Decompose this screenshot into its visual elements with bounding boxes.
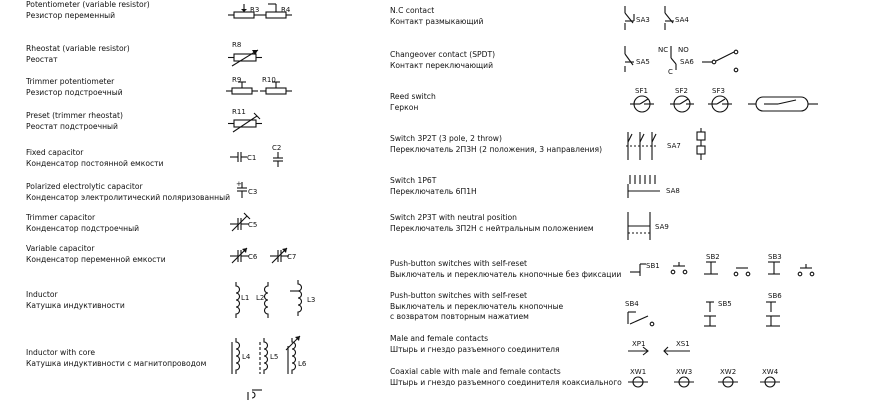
ref-c5: C5 (248, 221, 258, 229)
ref-sa7: SA7 (667, 142, 681, 150)
ref-sb2: SB2 (706, 253, 720, 261)
label-en: Potentiometer (variable resistor) (26, 0, 150, 9)
label-ru: Переключатель 6П1Н (390, 186, 477, 196)
ref-sa5: SA5 (636, 58, 650, 66)
ref-sa3: SA3 (636, 16, 650, 24)
label-ru-2: с возвратом повторным нажатием (390, 312, 529, 321)
label-en: Switch 2P3T with neutral position (390, 213, 517, 222)
ref-sa4: SA4 (675, 16, 689, 24)
inductor-symbol (236, 280, 315, 318)
label-ru: Штырь и гнездо разъемного соединителя (390, 344, 560, 354)
ref-sa9: SA9 (655, 223, 669, 231)
nc-contact-symbol (625, 6, 689, 30)
ref-c3: C3 (248, 188, 258, 196)
label-en: Switch 3P2T (3 pole, 2 throw) (390, 134, 502, 143)
label-en: Push-button switches with self-reset (390, 259, 528, 268)
ref-c1: C1 (247, 154, 257, 162)
label-en: Rheostat (variable resistor) (26, 44, 130, 53)
label-en: Male and female contacts (390, 334, 489, 343)
label-ru: Катушка индуктивности с магнитопроводом (26, 358, 207, 368)
label-en: Push-button switches with self-reset (390, 291, 528, 300)
label-ru: Катушка индуктивности (26, 300, 125, 310)
ref-sa6: SA6 (680, 58, 694, 66)
ref-xs1: XS1 (676, 340, 690, 348)
ref-r3: R3 (250, 6, 260, 14)
ref-l4: L4 (242, 353, 251, 361)
trimmer-capacitor-symbol (230, 213, 257, 231)
ref-sb6: SB6 (768, 292, 782, 300)
ref-r8: R8 (232, 41, 242, 49)
ref-sb1: SB1 (646, 262, 660, 270)
plus-mark: + (236, 180, 242, 188)
ref-l6: L6 (298, 360, 307, 368)
label-en: N.C contact (390, 6, 435, 15)
reed-switch-symbol (630, 87, 818, 112)
trimmer-potentiometer-symbol (226, 76, 292, 94)
label-en: Changeover contact (SPDT) (390, 50, 496, 59)
ref-sf3: SF3 (712, 87, 725, 95)
potentiometer-symbol (228, 4, 292, 18)
label-ru: Реостат (26, 54, 58, 64)
ref-r9: R9 (232, 76, 242, 84)
ref-sb4: SB4 (625, 300, 639, 308)
label-ru: Реостат подстроечный (26, 121, 118, 131)
label-en: Inductor (26, 290, 58, 299)
ref-l5: L5 (270, 353, 279, 361)
partial-symbol-bottom (248, 390, 262, 400)
label-en: Coaxial cable with male and female contacts (390, 367, 561, 376)
switch-2p3t-symbol (628, 212, 669, 240)
label-en: Trimmer potentiometer (26, 77, 115, 86)
label-ru: Конденсатор переменной емкости (26, 254, 166, 264)
ref-r4: R4 (281, 6, 291, 14)
ref-l2: L2 (256, 294, 265, 302)
ref-xw4: XW4 (762, 368, 779, 376)
ref-c: C (668, 68, 673, 76)
switch-1p6t-symbol (628, 175, 680, 198)
polarized-capacitor-symbol (236, 180, 257, 198)
variable-capacitor-symbol (230, 248, 296, 263)
pushbutton-self-reset-symbol (630, 253, 814, 276)
ref-l1: L1 (241, 294, 250, 302)
label-ru: Конденсатор подстроечный (26, 223, 140, 233)
label-en: Variable capacitor (26, 244, 95, 253)
inductor-core-symbol (232, 336, 307, 374)
label-en: Inductor with core (26, 348, 95, 357)
ref-c7: C7 (287, 253, 297, 261)
preset-rheostat-symbol (228, 108, 262, 132)
coaxial-connector-symbol (628, 368, 780, 387)
ref-r11: R11 (232, 108, 246, 116)
ref-r10: R10 (262, 76, 276, 84)
label-ru: Контакт размыкающий (390, 16, 484, 26)
switch-3p2t-symbol (626, 128, 705, 160)
label-en: Trimmer capacitor (26, 213, 96, 222)
changeover-contact-symbol (625, 46, 738, 76)
pushbutton-return-symbol (625, 292, 782, 326)
label-en: Reed switch (390, 92, 436, 101)
label-ru: Контакт переключающий (390, 60, 494, 70)
ref-xw3: XW3 (676, 368, 693, 376)
label-ru: Резистор подстроечный (26, 87, 123, 97)
ref-sf2: SF2 (675, 87, 688, 95)
ref-xp1: XP1 (632, 340, 646, 348)
ref-xw1: XW1 (630, 368, 647, 376)
fixed-capacitor-symbol (230, 144, 283, 167)
ref-sb5: SB5 (718, 300, 732, 308)
label-ru: Переключатель 2П3Н (2 положения, 3 направления) (390, 144, 603, 154)
label-ru: Геркон (390, 102, 419, 112)
ref-sf1: SF1 (635, 87, 648, 95)
ref-c2: C2 (272, 144, 282, 152)
male-female-contact-symbol (628, 340, 690, 355)
label-ru: Конденсатор постоянной емкости (26, 158, 164, 168)
ref-xw2: XW2 (720, 368, 737, 376)
label-ru: Выключатель и переключатель кнопочные (390, 301, 564, 311)
label-en: Switch 1P6T (390, 176, 437, 185)
label-ru: Выключатель и переключатель кнопочные без фиксации (390, 269, 622, 279)
ref-nc: NC (658, 46, 669, 54)
label-ru: Переключатель 3П2Н с нейтральным положением (390, 223, 594, 233)
ref-sb3: SB3 (768, 253, 782, 261)
label-en: Preset (trimmer rheostat) (26, 111, 123, 120)
ref-no: NO (678, 46, 689, 54)
label-en: Fixed capacitor (26, 148, 84, 157)
rheostat-symbol (228, 41, 262, 66)
ref-l3: L3 (307, 296, 316, 304)
ref-c6: C6 (248, 253, 258, 261)
label-en: Polarized electrolytic capacitor (26, 182, 143, 191)
label-ru: Резистор переменный (26, 10, 116, 20)
label-ru: Штырь и гнездо разъемного соединителя коаксиального (390, 377, 622, 387)
label-ru: Конденсатор электролитический поляризованный (26, 192, 231, 202)
ref-sa8: SA8 (666, 187, 680, 195)
